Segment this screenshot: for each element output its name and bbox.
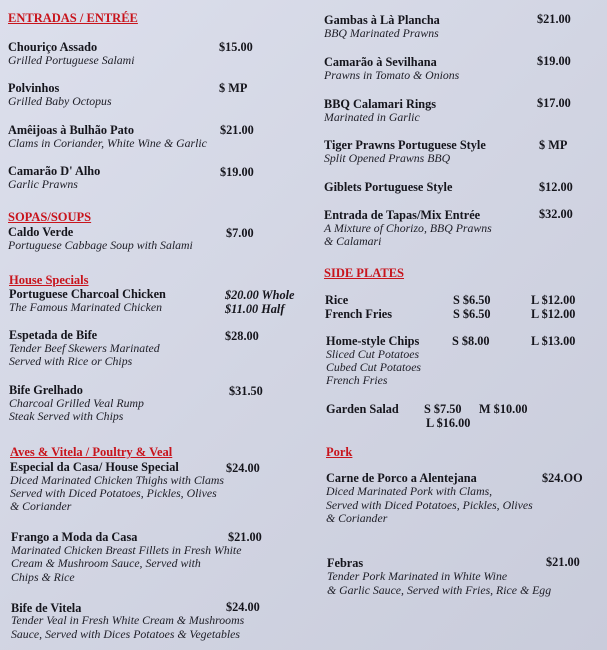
- item-description: Garlic Prawns: [8, 177, 78, 191]
- item-description: Tender Pork Marinated in White Wine: [327, 569, 508, 583]
- item-name: Tiger Prawns Portuguese Style: [324, 138, 486, 152]
- item-description: BBQ Marinated Prawns: [324, 26, 439, 40]
- item-price-large: L $16.00: [426, 416, 471, 430]
- item-name: Frango a Moda da Casa: [11, 530, 138, 544]
- section-header-house-specials: House Specials: [9, 273, 89, 287]
- item-description: Served with Diced Potatoes, Pickles, Olives: [326, 498, 533, 512]
- item-price: $21.00: [228, 530, 262, 544]
- item-description: Chips & Rice: [11, 570, 75, 584]
- item-name: French Fries: [325, 307, 393, 321]
- item-description: The Famous Marinated Chicken: [9, 300, 163, 314]
- item-description: A Mixture of Chorizo, BBQ Prawns: [324, 221, 492, 235]
- item-description: Served with Rice or Chips: [9, 354, 133, 368]
- item-description: Cream & Mushroom Sauce, Served with: [11, 556, 201, 570]
- item-description: Sliced Cut Potatoes: [326, 347, 420, 361]
- item-price-small: S $6.50: [453, 293, 491, 307]
- section-header-pork: Pork: [326, 445, 353, 459]
- item-description: Prawns in Tomato & Onions: [324, 68, 460, 82]
- item-price: $21.00: [546, 555, 580, 569]
- item-name: Rice: [325, 293, 349, 307]
- item-name: Carne de Porco a Alentejana: [326, 471, 477, 485]
- item-description: Tender Beef Skewers Marinated: [9, 341, 160, 355]
- item-price-small: S $7.50: [424, 402, 462, 416]
- item-name: BBQ Calamari Rings: [324, 97, 437, 111]
- item-name: Garden Salad: [326, 402, 399, 416]
- item-price: $ MP: [219, 81, 248, 95]
- item-price-large: L $13.00: [531, 334, 576, 348]
- item-price: $24.OO: [542, 471, 583, 485]
- section-header-entradas: ENTRADAS / ENTRÉE: [8, 11, 138, 25]
- item-description: Marinated in Garlic: [324, 110, 420, 124]
- item-name: Amêijoas à Bulhão Pato: [8, 123, 135, 137]
- item-price-small: S $8.00: [452, 334, 490, 348]
- item-name: Giblets Portuguese Style: [324, 180, 453, 194]
- item-description: & Garlic Sauce, Served with Fries, Rice & Egg: [327, 583, 552, 597]
- item-description: Served with Diced Potatoes, Pickles, Olives: [10, 486, 217, 500]
- item-price: $ MP: [539, 138, 568, 152]
- item-name: Entrada de Tapas/Mix Entrée: [324, 208, 481, 222]
- item-name: Gambas à Là Plancha: [324, 13, 440, 27]
- section-header-poultry-veal: Aves & Vitela / Poultry & Veal: [10, 445, 173, 459]
- item-name: Febras: [327, 556, 364, 570]
- item-price: $31.50: [229, 384, 263, 398]
- item-price: $21.00: [537, 12, 571, 26]
- item-description: French Fries: [326, 373, 388, 387]
- item-name: Caldo Verde: [8, 225, 74, 239]
- item-price: $17.00: [537, 96, 571, 110]
- item-price-half: $11.00 Half: [225, 302, 285, 316]
- item-name: Camarão à Sevilhana: [324, 55, 437, 69]
- item-description: Grilled Portuguese Salami: [8, 53, 135, 67]
- item-price: $15.00: [219, 40, 253, 54]
- item-name: Espetada de Bife: [9, 328, 98, 342]
- item-price-small: S $6.50: [453, 307, 491, 321]
- item-description: Clams in Coriander, White Wine & Garlic: [8, 136, 207, 150]
- item-name: Camarão D' Alho: [8, 164, 101, 178]
- item-price: $7.00: [226, 226, 254, 240]
- item-description: Portuguese Cabbage Soup with Salami: [8, 238, 193, 252]
- item-name: Especial da Casa/ House Special: [10, 460, 179, 474]
- item-name: Chouriço Assado: [8, 40, 98, 54]
- item-description: Steak Served with Chips: [9, 409, 124, 423]
- item-description: Tender Veal in Fresh White Cream & Mushrooms: [11, 613, 245, 627]
- item-price: $21.00: [220, 123, 254, 137]
- item-name: Portuguese Charcoal Chicken: [9, 287, 166, 301]
- item-name: Bife de Vitela: [11, 601, 82, 615]
- item-description: Cubed Cut Potatoes: [326, 360, 422, 374]
- section-header-soups: SOPAS/SOUPS: [8, 210, 92, 224]
- item-description: & Coriander: [326, 511, 388, 525]
- item-name: Home-style Chips: [326, 334, 420, 348]
- section-header-side-plates: SIDE PLATES: [324, 266, 405, 280]
- item-description: Diced Marinated Pork with Clams,: [326, 484, 493, 498]
- item-price: $32.00: [539, 207, 573, 221]
- item-name: Polvinhos: [8, 81, 60, 95]
- item-price: $24.00: [226, 461, 260, 475]
- item-description: Diced Marinated Chicken Thighs with Clams: [10, 473, 224, 487]
- item-description: Marinated Chicken Breast Fillets in Fresh White: [11, 543, 242, 557]
- item-price: $19.00: [537, 54, 571, 68]
- item-price-large: L $12.00: [531, 307, 576, 321]
- item-price: $12.00: [539, 180, 573, 194]
- item-description: Sauce, Served with Dices Potatoes & Vegetables: [11, 627, 240, 641]
- item-name: Bife Grelhado: [9, 383, 83, 397]
- item-price: $19.00: [220, 165, 254, 179]
- item-description: Split Opened Prawns BBQ: [324, 151, 451, 165]
- item-description: Grilled Baby Octopus: [8, 94, 112, 108]
- item-price-whole: $20.00 Whole: [225, 288, 295, 302]
- item-description: Charcoal Grilled Veal Rump: [9, 396, 144, 410]
- item-price: $28.00: [225, 329, 259, 343]
- item-description: & Calamari: [324, 234, 382, 248]
- item-price-medium: M $10.00: [479, 402, 528, 416]
- item-price-large: L $12.00: [531, 293, 576, 307]
- item-description: & Coriander: [10, 499, 72, 513]
- item-price: $24.00: [226, 600, 260, 614]
